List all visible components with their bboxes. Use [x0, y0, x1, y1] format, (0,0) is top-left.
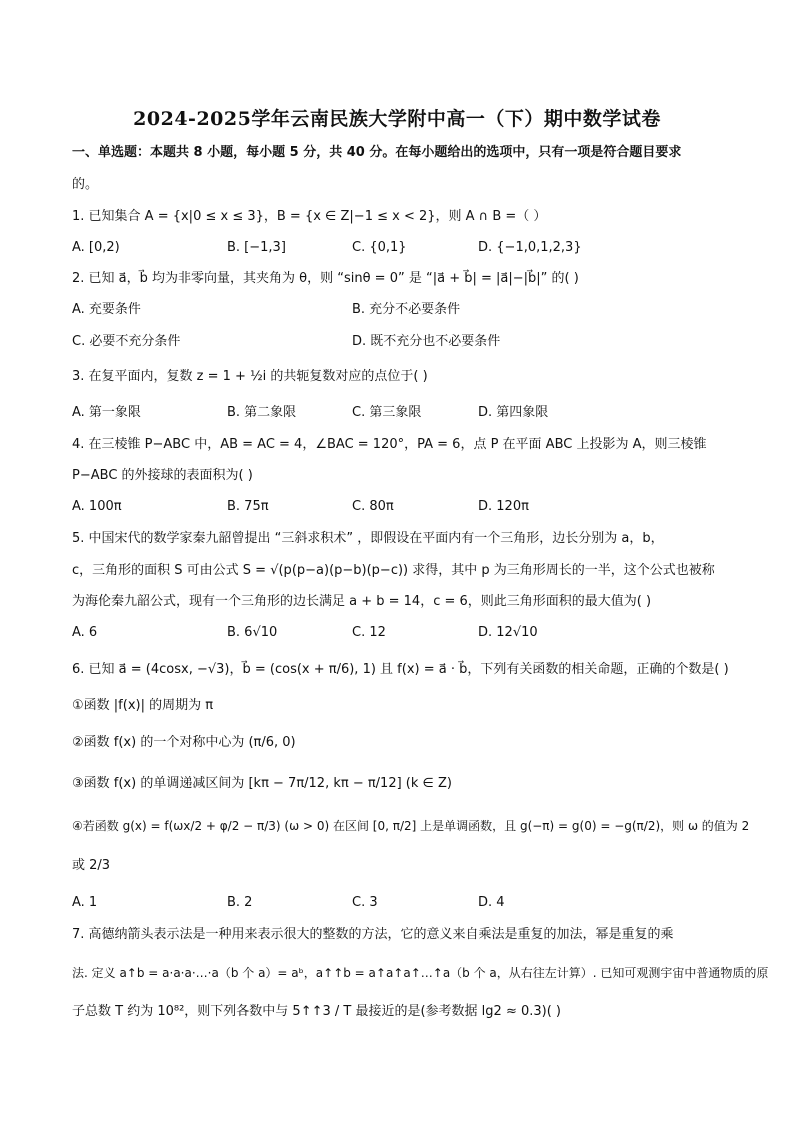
exam-title: 2024-2025学年云南民族大学附中高一（下）期中数学试卷	[133, 108, 661, 130]
q1-option-d: D. {−1,0,1,2,3}	[478, 240, 582, 255]
q6-item-3: ③函数 f(x) 的单调递减区间为 [kπ − 7π/12, kπ − π/12] (k ∈ Z)	[72, 776, 452, 791]
section-instructions-line2: 的。	[72, 177, 99, 192]
q3-option-a: A. 第一象限	[72, 405, 141, 420]
q5-option-b: B. 6√10	[227, 625, 278, 640]
q6-option-d: D. 4	[478, 895, 505, 910]
q5-option-d: D. 12√10	[478, 625, 538, 640]
q5-stem-line3: 为海伦秦九韶公式，现有一个三角形的边长满足 a + b = 14，c = 6，则此三角形面积的最大值为( )	[72, 594, 652, 609]
q3-option-b: B. 第二象限	[227, 405, 297, 420]
q6-item-2: ②函数 f(x) 的一个对称中心为 (π/6, 0)	[72, 735, 296, 750]
q6-item-4: ④若函数 g(x) = f(ωx/2 + φ/2 − π/3) (ω > 0) 在区间 [0, π/2] 上是单调函数，且 g(−π) = g(0) = −g(π/2)，则 ω 的值为 2	[72, 819, 750, 833]
q2-option-a: A. 充要条件	[72, 302, 141, 317]
q7-stem-line1: 7. 高德纳箭头表示法是一种用来表示很大的整数的方法，它的意义来自乘法是重复的加法，幂是重复的乘	[72, 927, 674, 942]
q4-option-d: D. 120π	[478, 499, 529, 514]
section-instructions-line1: 一、单选题：本题共 8 小题，每小题 5 分，共 40 分。在每小题给出的选项中，只有一项是符合题目要求	[72, 145, 682, 160]
q3-stem: 3. 在复平面内，复数 z = 1 + ½i 的共轭复数对应的点位于( )	[72, 369, 428, 384]
q5-stem-line1: 5. 中国宋代的数学家秦九韶曾提出 “三斜求积术” ，即假设在平面内有一个三角形，边长分别为 a，b，	[72, 531, 664, 546]
q1-option-b: B. [−1,3]	[227, 240, 286, 255]
q4-option-a: A. 100π	[72, 499, 122, 514]
q4-option-b: B. 75π	[227, 499, 269, 514]
q7-stem-line3: 子总数 T 约为 10⁸²，则下列各数中与 5↑↑3 / T 最接近的是(参考数据 lg2 ≈ 0.3)( )	[72, 1004, 561, 1019]
q2-option-d: D. 既不充分也不必要条件	[352, 334, 501, 349]
q6-item-4-cont: 或 2/3	[72, 858, 111, 873]
q1-stem: 1. 已知集合 A = {x|0 ≤ x ≤ 3}，B = {x ∈ Z|−1 ≤ x < 2}，则 A ∩ B =（ ）	[72, 209, 547, 224]
q5-option-c: C. 12	[352, 625, 386, 640]
q2-option-b: B. 充分不必要条件	[352, 302, 461, 317]
q4-stem-line2: P−ABC 的外接球的表面积为( )	[72, 468, 253, 483]
q3-option-d: D. 第四象限	[478, 405, 549, 420]
q7-stem-line2: 法. 定义 a↑b = a·a·a·…·a（b 个 a）= aᵇ，a↑↑b = a↑a↑a↑…↑a（b 个 a，从右往左计算）. 已知可观测宇宙中普通物质的原	[72, 966, 769, 980]
q6-item-1: ①函数 |f(x)| 的周期为 π	[72, 698, 214, 713]
q1-option-a: A. [0,2)	[72, 240, 120, 255]
q6-option-c: C. 3	[352, 895, 378, 910]
q6-option-a: A. 1	[72, 895, 98, 910]
q3-option-c: C. 第三象限	[352, 405, 422, 420]
q4-option-c: C. 80π	[352, 499, 394, 514]
q2-option-c: C. 必要不充分条件	[72, 334, 181, 349]
q4-stem-line1: 4. 在三棱锥 P−ABC 中，AB = AC = 4，∠BAC = 120°，PA = 6，点 P 在平面 ABC 上投影为 A，则三棱锥	[72, 437, 707, 452]
q2-stem: 2. 已知 a⃗，b⃗ 均为非零向量，其夹角为 θ，则 “sinθ = 0” 是 “|a⃗ + b⃗| = |a⃗|−|b⃗|” 的( )	[72, 271, 579, 286]
q5-option-a: A. 6	[72, 625, 98, 640]
q1-option-c: C. {0,1}	[352, 240, 407, 255]
q6-stem: 6. 已知 a⃗ = (4cosx, −√3)，b⃗ = (cos(x + π/6), 1) 且 f(x) = a⃗ · b⃗，下列有关函数的相关命题，正确的个数是( )	[72, 662, 729, 677]
q6-option-b: B. 2	[227, 895, 253, 910]
q5-stem-line2: c，三角形的面积 S 可由公式 S = √(p(p−a)(p−b)(p−c)) 求得，其中 p 为三角形周长的一半，这个公式也被称	[72, 563, 715, 578]
